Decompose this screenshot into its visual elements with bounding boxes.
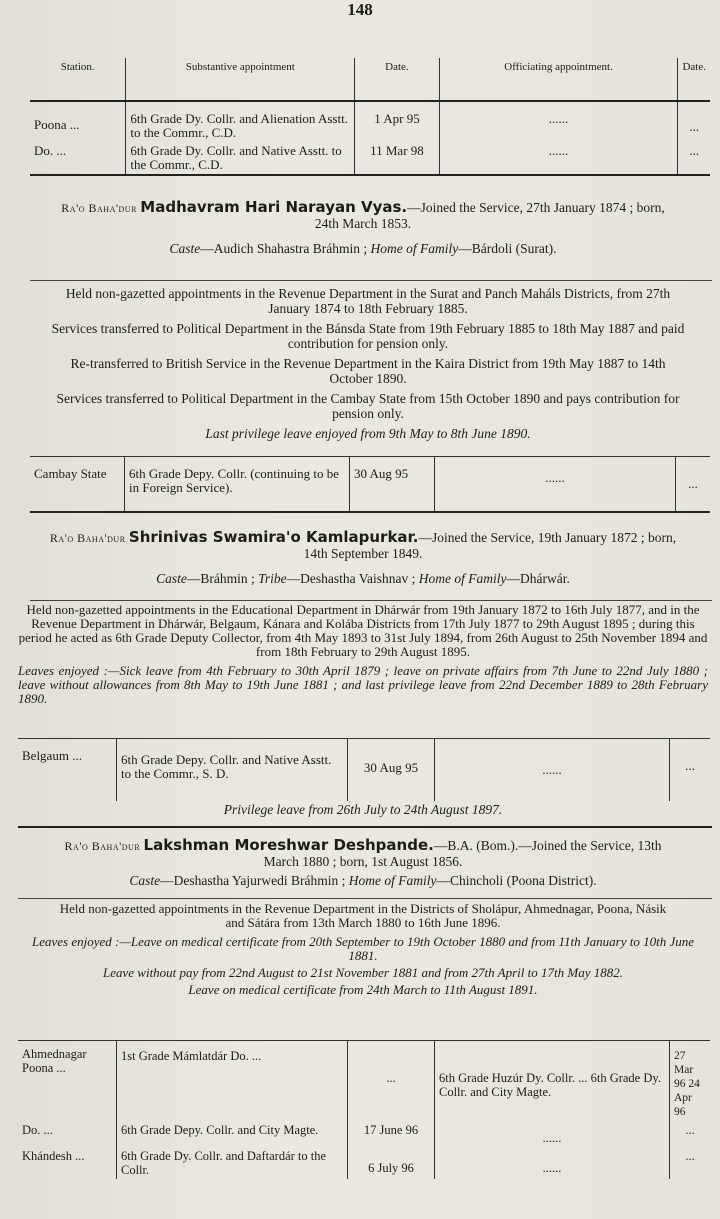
honorific: Ra'o Baha'dur — [64, 839, 141, 853]
header-officiating: Officiating appointment. — [439, 58, 678, 101]
station-cell: Poona ... — [34, 117, 80, 132]
table-row — [18, 739, 710, 802]
record-deshpande — [18, 838, 708, 888]
service-paragraph: Services transferred to Political Department in the Cambay State from 15th October 1890 and pays contribution for pension only. — [56, 391, 680, 421]
caste-line: Caste—Bráhmin ; Tribe—Deshastha Vaishnav ; Home of Family—Dhárwár. — [156, 571, 570, 586]
date-cell: 17 June 96 — [348, 1121, 435, 1147]
station-cell: Belgaum ... — [22, 748, 82, 763]
date-cell: 30 Aug 95 — [350, 457, 435, 513]
officer-name: Madhavram Hari Narayan Vyas. — [140, 198, 408, 216]
officiating-cell: ...... — [435, 1147, 670, 1179]
officer-name: Lakshman Moreshwar Deshpande. — [143, 836, 434, 854]
appointments-table-4 — [18, 1040, 710, 1179]
service-paragraph: Held non-gazetted appointments in the Revenue Department in the Districts of Sholápur, Ahmednagar, Poona, Násik and Sátára from 13th March 1880 to 16th June 1896. — [59, 901, 667, 930]
date-cell: 30 Aug 95 — [348, 739, 435, 802]
substantive-cell: 6th Grade Depy. Collr. and City Magte. — [117, 1121, 348, 1147]
leave-line: Last privilege leave enjoyed from 9th May to 8th June 1890. — [205, 426, 531, 441]
substantive-cell: 1st Grade Mámlatdár Do. ... — [117, 1041, 348, 1122]
officiating-cell: ...... — [439, 142, 678, 175]
substantive-cell: 6th Grade Dy. Collr. and Daftardár to the Collr. — [117, 1147, 348, 1179]
substantive-cell: 6th Grade Depy. Collr. (continuing to be in Foreign Service). — [125, 457, 350, 513]
leaves-paragraph: Leaves enjoyed :—Sick leave from 4th February to 30th April 1879 ; leave on private affairs from 7th June to 22nd July 1880 ; leave without allowances from 8th May to 19th June 1881 ; and last privilege leave from 22nd December 1889 to 28th February 1890. — [18, 663, 708, 706]
date2-cell: 27 Mar 96 24 Apr 96 — [670, 1041, 711, 1122]
appointments-table-2 — [30, 456, 710, 513]
service-paragraph: Held non-gazetted appointments in the Educational Department in Dhárwár from 19th January 1872 to 16th July 1877, and in the Revenue Department in Dhárwár, Belgaum, Kánara and Kolába Districts from 17th July 1877 to 29th August 1895 ; during this period he acted as 6th Grade Deputy Collector, from 4th May 1893 to 31st July 1894, from 26th August to 25th November 1894 and from 18th February to 29th August 1895. — [18, 602, 708, 659]
section-rule — [30, 600, 712, 601]
appointments-table-1 — [30, 58, 710, 176]
appointments-table-3 — [18, 738, 710, 801]
table-row — [30, 101, 710, 142]
date-cell: 11 Mar 98 — [355, 142, 439, 175]
leaves-paragraph: Leaves enjoyed :—Leave on medical certificate from 20th September to 19th October 1880 and from 11th January to 10th June 1881. — [31, 934, 695, 963]
substantive-cell: 6th Grade Depy. Collr. and Native Asstt. to the Commr., S. D. — [117, 739, 348, 802]
honorific: Ra'o Baha'dur — [61, 201, 137, 215]
date2-cell: ... — [670, 1121, 711, 1147]
service-paragraph: Re-transferred to British Service in the Revenue Department in the Kaira District from 19th May 1887 to 14th October 1890. — [70, 356, 666, 386]
caste-line: Caste—Deshastha Yajurwedi Bráhmin ; Home of Family—Chincholi (Poona District). — [129, 873, 597, 888]
officiating-cell: ...... — [439, 101, 678, 142]
service-paragraph: Held non-gazetted appointments in the Revenue Department in the Surat and Panch Maháls Districts, from 27th January 1874 to 18th February 1885. — [65, 286, 671, 316]
header-substantive: Substantive appointment — [126, 58, 355, 101]
station-cell: Do. ... — [22, 1123, 53, 1137]
record-heading — [18, 530, 708, 561]
officiating-cell: 6th Grade Huzúr Dy. Collr. ... 6th Grade Dy. Collr. and City Magte. — [435, 1041, 670, 1122]
record-vyas — [18, 200, 708, 256]
section-rule — [30, 280, 712, 281]
date2-cell: ... — [670, 739, 711, 802]
table-row — [18, 1041, 710, 1122]
station-cell: Cambay State — [34, 466, 107, 481]
table-row — [18, 1121, 710, 1147]
header-station: Station. — [60, 61, 95, 73]
privilege-leave-line: Privilege leave from 26th July to 24th August 1897. — [223, 802, 503, 817]
service-paragraph: Services transferred to Political Department in the Bánsda State from 19th February 1885 to 18th May 1887 and paid contribution for pension only. — [51, 321, 685, 351]
header-date: Date. — [355, 58, 439, 101]
table-row — [30, 142, 710, 175]
table-row — [30, 457, 710, 513]
substantive-cell: 6th Grade Dy. Collr. and Alienation Asstt. to the Commr., C.D. — [126, 101, 355, 142]
station-cell: Do. ... — [34, 143, 67, 158]
record-deshpande-body — [18, 902, 708, 1000]
date-cell: ... — [348, 1041, 435, 1122]
date2-cell: ... — [678, 101, 710, 142]
officiating-cell: ...... — [435, 739, 670, 802]
service-dates: —Joined the Service, 27th January 1874 ; born, 24th March 1853. — [314, 200, 665, 231]
section-rule — [18, 898, 712, 899]
date2-cell: ... — [670, 1147, 711, 1179]
officiating-cell: ...... — [435, 457, 676, 513]
officer-name: Shrinivas Swamira'o Kamlapurkar. — [128, 528, 419, 546]
date2-cell: ... — [678, 142, 710, 175]
honorific: Ra'o Baha'dur — [49, 531, 126, 545]
table-row — [18, 1147, 710, 1179]
leaves-paragraph: Leave on medical certificate from 24th March to 11th August 1891. — [188, 982, 538, 997]
record-heading — [18, 200, 708, 231]
date2-cell: ... — [676, 457, 711, 513]
record-heading — [18, 838, 708, 869]
station-cell: Ahmednagar Poona ... — [22, 1047, 87, 1075]
service-dates: —Joined the Service, 19th January 1872 ; born, 14th September 1849. — [303, 530, 677, 561]
record-kamlapurkar-body — [18, 603, 708, 709]
record-kamlapurkar — [18, 530, 708, 586]
section-rule — [18, 826, 712, 828]
header-date2: Date. — [678, 58, 710, 101]
date-cell: 6 July 96 — [348, 1147, 435, 1179]
date-cell: 1 Apr 95 — [355, 101, 439, 142]
officiating-cell: ...... — [435, 1121, 670, 1147]
caste-line: Caste—Audich Shahastra Bráhmin ; Home of Family—Bárdoli (Surat). — [169, 241, 557, 256]
leaves-paragraph: Leave without pay from 22nd August to 21st November 1881 and from 27th April to 17th May 1882. — [103, 965, 623, 980]
page-number: 148 — [347, 0, 373, 19]
substantive-cell: 6th Grade Dy. Collr. and Native Asstt. to the Commr., C.D. — [126, 142, 355, 175]
record-vyas-body — [18, 286, 718, 444]
service-dates: —B.A. (Bom.).—Joined the Service, 13th March 1880 ; born, 1st August 1856. — [263, 838, 662, 869]
table-header-row — [30, 58, 710, 101]
station-cell: Khándesh ... — [22, 1149, 85, 1163]
